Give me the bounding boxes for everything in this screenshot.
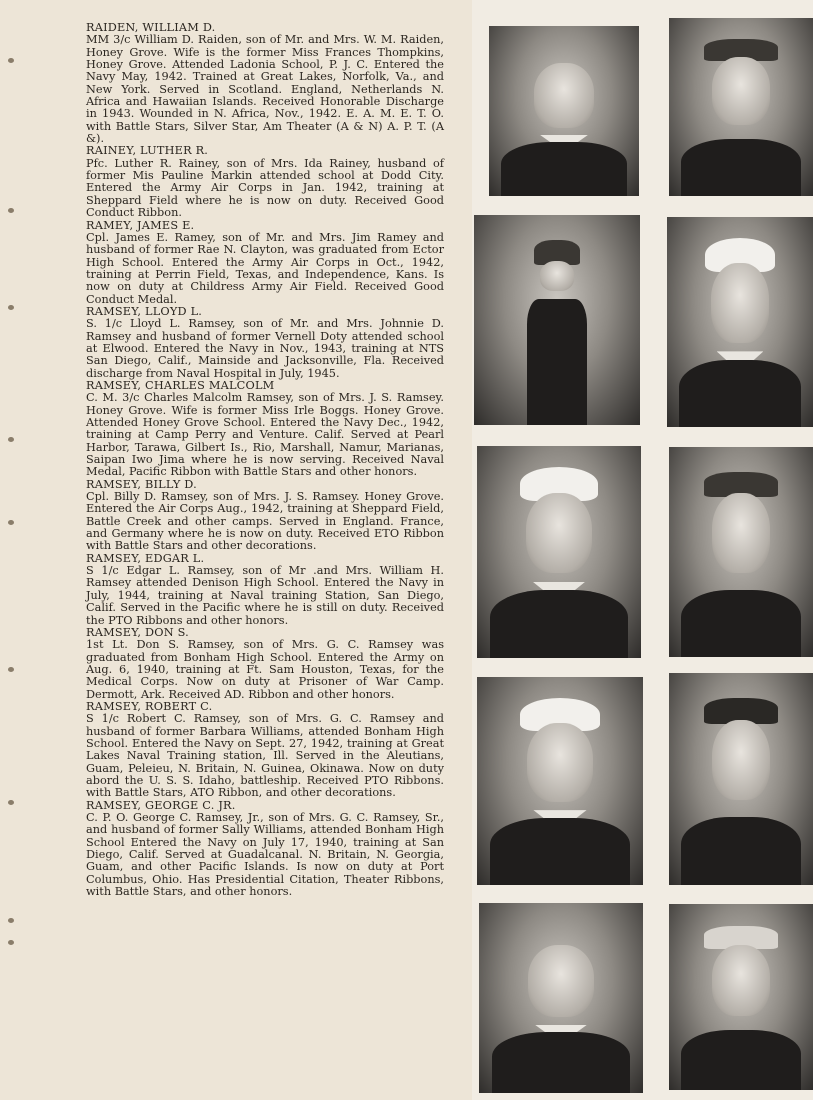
binder-hole — [8, 940, 14, 945]
entry-ramsey-george — [86, 800, 444, 899]
binder-hole — [8, 437, 14, 442]
entry-text: S 1/c Edgar L. Ramsey, son of Mr .and Mrs. William H. Ramsey attended Denison High School. Entered the Navy in July, 1944, training at Naval training Station, San Diego, Calif. Served in the Pacific where he is still on duty. Received the PTO Ribbons and other honors. — [86, 564, 444, 627]
portrait-photo — [477, 446, 641, 658]
entry-name: RAMSEY, BILLY D. — [86, 477, 197, 491]
entry-name: RAMSEY, DON S. — [86, 625, 189, 639]
biographies-column — [86, 22, 444, 898]
entry-text: MM 3/c William D. Raiden, son of Mr. and Mrs. W. M. Raiden, Honey Grove. Wife is the former Miss Frances Thompkins, Honey Grove. Attended Ladonia School, P. J. C. Entered the Navy May, 1942. Trained at Great Lakes, Norfolk, Va., and New York. Served in Scotland. England, Netherlands N. Africa and Hawaiian Islands. Received Honorable Discharge in 1943. Wounded in N. Africa, Nov., 1942. E. A. M. E. T. O. with Battle Stars, Silver Star, Am Theater (A & N) A. P. T. (A &). — [86, 33, 444, 146]
entry-ramsey-lloyd — [86, 306, 444, 380]
entry-raiden-william — [86, 22, 444, 145]
binder-hole — [8, 208, 14, 213]
portrait-photo — [669, 447, 813, 657]
binder-hole — [8, 800, 14, 805]
entry-ramey-james — [86, 220, 444, 306]
entry-name: RAMSEY, LLOYD L. — [86, 304, 203, 318]
binder-hole — [8, 918, 14, 923]
entry-ramsey-edgar — [86, 553, 444, 627]
binder-hole — [8, 667, 14, 672]
entry-text: Pfc. Luther R. Rainey, son of Mrs. Ida Rainey, husband of former Mis Pauline Markin attended school at Dodd City. Entered the Army Air Corps in Jan. 1942, training at Sheppard Field where he is now on duty. Received Good Conduct Ribbon. — [86, 156, 444, 220]
entry-text: C. P. O. George C. Ramsey, Jr., son of Mrs. G. C. Ramsey, Sr., and husband of former Sally Williams, attended Bonham High School Entered the Navy on July 17, 1940, training at San Diego, Calif. Served at Guadalcanal. N. Britain, N. Georgia, Guam, and other Pacific Islands. Is now on duty at Port Columbus, Ohio. Has Presidential Citation, Theater Ribbons, with Battle Stars, and other honors. — [86, 811, 444, 899]
portrait-photo — [669, 904, 813, 1090]
entry-ramsey-robert — [86, 701, 444, 800]
portrait-column — [472, 0, 813, 1100]
entry-ramsey-charles — [86, 380, 444, 479]
portrait-photo — [669, 673, 813, 885]
entry-rainey-luther — [86, 145, 444, 219]
entry-ramsey-billy — [86, 479, 444, 553]
entry-text: S. 1/c Lloyd L. Ramsey, son of Mr. and Mrs. Johnnie D. Ramsey and husband of former Vernell Doty attended school at Elwood. Entered the Navy in Nov., 1943, training at NTS San Diego, Calif., Mainside and Jacksonville, Fla. Received discharge from Naval Hospital in July, 1945. — [86, 317, 444, 380]
entry-name: RAMEY, JAMES E. — [86, 218, 195, 232]
portrait-photo — [474, 215, 640, 425]
entry-text: C. M. 3/c Charles Malcolm Ramsey, son of Mrs. J. S. Ramsey. Honey Grove. Wife is former Miss Irle Boggs. Honey Grove. Attended Honey Grove School. Entered the Navy Dec., 1942, training at Camp Perry and Venture. Calif. Served at Pearl Harbor, Tarawa, Gilbert Is., Rio, Marshall, Namur, Marianas, Saipan Iwo Jima where he is now serving. Received Naval Medal, Pacific Ribbon with Battle Stars and other honors. — [86, 391, 444, 479]
portrait-photo — [477, 677, 643, 885]
entry-name: RAINEY, LUTHER R. — [86, 144, 209, 158]
binder-hole — [8, 58, 14, 63]
entry-name: RAMSEY, EDGAR L. — [86, 551, 205, 565]
entry-name: RAMSEY, CHARLES MALCOLM — [86, 378, 275, 392]
entry-ramsey-don — [86, 627, 444, 701]
portrait-photo — [479, 903, 643, 1093]
binder-hole — [8, 520, 14, 525]
entry-name: RAMSEY, ROBERT C. — [86, 699, 213, 713]
entry-text: S 1/c Robert C. Ramsey, son of Mrs. G. C. Ramsey and husband of former Barbara Williams, attended Bonham High School. Entered the Navy on Sept. 27, 1942, training at Great Lakes Naval Training station, Ill. Served in the Aleutians, Guam, Peleieu, N. Britain, N. Guinea, Okinawa. Now on duty abord the U. S. S. Idaho, battleship. Received PTO Ribbons. with Battle Stars, ATO Ribbon, and other decorations. — [86, 712, 444, 800]
portrait-photo — [669, 18, 813, 196]
entry-text: 1st Lt. Don S. Ramsey, son of Mrs. G. C. Ramsey was graduated from Bonham High School. Entered the Army on Aug. 6, 1940, training at Ft. Sam Houston, Texas, for the Medical Corps. Now on duty at Prisoner of War Camp. Dermott, Ark. Received AD. Ribbon and other honors. — [86, 638, 444, 701]
entry-text: Cpl. Billy D. Ramsey, son of Mrs. J. S. Ramsey. Honey Grove. Entered the Air Corps Aug., 1942, training at Sheppard Field, Battle Creek and other camps. Served in England. France, and Germany where he is now on duty. Received ETO Ribbon with Battle Stars and other decorations. — [86, 490, 444, 553]
binder-hole — [8, 305, 14, 310]
portrait-photo — [489, 26, 639, 196]
entry-name: RAMSEY, GEORGE C. JR. — [86, 798, 236, 812]
entry-name: RAIDEN, WILLIAM D. — [86, 21, 216, 34]
portrait-photo — [667, 217, 813, 427]
entry-text: Cpl. James E. Ramey, son of Mr. and Mrs. Jim Ramey and husband of former Rae N. Clayton, was graduated from Ector High School. Entered the Army Air Corps in Oct., 1942, training at Perrin Field, Texas, and Independence, Kans. Is now on duty at Childress Army Air Field. Received Good Conduct Medal. — [86, 230, 444, 306]
